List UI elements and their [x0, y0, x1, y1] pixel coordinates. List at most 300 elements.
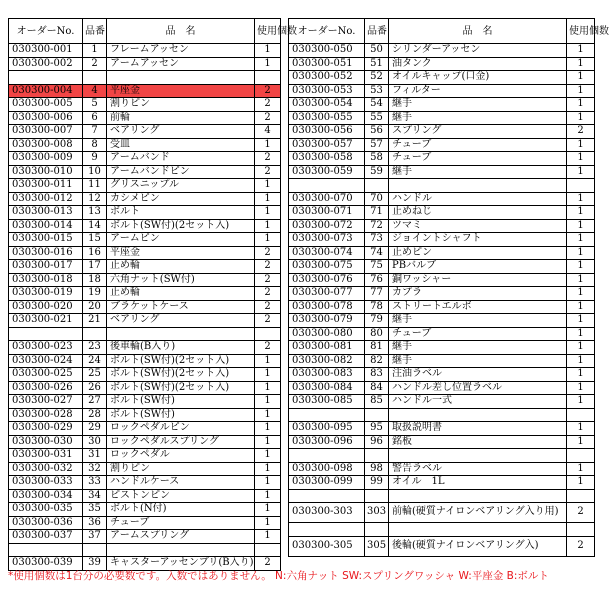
quantity-cell: 1 — [567, 138, 595, 152]
quantity-cell: 2 — [567, 503, 595, 523]
table-row-blank — [289, 523, 595, 537]
part-no-cell: 4 — [83, 84, 107, 98]
order-no-cell: 030300-010 — [9, 165, 83, 179]
table-row — [9, 462, 281, 476]
table-row — [9, 233, 281, 247]
part-no-cell: 9 — [83, 152, 107, 166]
table-row — [289, 314, 595, 328]
table-row-blank — [289, 179, 595, 193]
table-row — [9, 273, 281, 287]
part-name-cell: 止めねじ — [389, 206, 567, 220]
table-row-blank — [289, 408, 595, 422]
part-no-cell: 21 — [83, 314, 107, 328]
table-row — [9, 246, 281, 260]
part-name-cell: オイルキャップ(口金) — [389, 71, 567, 85]
order-no-cell — [9, 327, 83, 341]
quantity-cell: 1 — [255, 489, 281, 503]
part-name-cell: ロックペダル — [107, 449, 255, 463]
order-no-cell: 030300-077 — [289, 287, 365, 301]
part-name-cell: ハンドル一式 — [389, 395, 567, 409]
quantity-cell: 1 — [567, 246, 595, 260]
order-no-cell: 030300-012 — [9, 192, 83, 206]
order-no-cell: 030300-096 — [289, 435, 365, 449]
quantity-cell: 1 — [255, 503, 281, 517]
quantity-cell: 1 — [567, 260, 595, 274]
part-no-cell: 72 — [365, 219, 389, 233]
part-name-cell: 継手 — [389, 341, 567, 355]
quantity-cell: 1 — [255, 435, 281, 449]
part-name-cell: アームバンド — [107, 152, 255, 166]
part-name-cell: 油タンク — [389, 57, 567, 71]
part-name-cell: 受皿 — [107, 138, 255, 152]
order-no-cell: 030300-006 — [9, 111, 83, 125]
part-name-cell: ボルト(SW付) — [107, 408, 255, 422]
part-name-cell: シリンダーアッセン — [389, 44, 567, 58]
table-row — [289, 381, 595, 395]
table-row — [289, 395, 595, 409]
part-no-cell: 23 — [83, 341, 107, 355]
part-no-cell: 26 — [83, 381, 107, 395]
table-row — [289, 192, 595, 206]
quantity-cell: 2 — [255, 557, 281, 571]
table-row — [289, 84, 595, 98]
part-name-cell: 継手 — [389, 314, 567, 328]
part-name-cell: PBバルブ — [389, 260, 567, 274]
part-no-cell: 78 — [365, 300, 389, 314]
part-no-cell: 58 — [365, 152, 389, 166]
part-name-cell: ストリートエルボ — [389, 300, 567, 314]
table-row-blank — [289, 489, 595, 503]
part-no-cell: 71 — [365, 206, 389, 220]
part-no-cell: 18 — [83, 273, 107, 287]
table-row — [289, 368, 595, 382]
table-row — [9, 84, 281, 98]
table-row — [9, 192, 281, 206]
part-no-cell — [83, 543, 107, 557]
table-row-blank — [9, 543, 281, 557]
table-row — [289, 125, 595, 139]
quantity-cell: 1 — [567, 44, 595, 58]
table-row — [9, 314, 281, 328]
quantity-cell: 2 — [255, 111, 281, 125]
order-no-cell: 030300-098 — [289, 462, 365, 476]
order-no-cell: 030300-051 — [289, 57, 365, 71]
order-no-cell: 030300-015 — [9, 233, 83, 247]
order-no-cell: 030300-080 — [289, 327, 365, 341]
order-no-cell: 030300-053 — [289, 84, 365, 98]
quantity-cell: 4 — [255, 125, 281, 139]
part-no-cell: 59 — [365, 165, 389, 179]
quantity-cell — [255, 327, 281, 341]
part-name-cell: ベアリング — [107, 125, 255, 139]
order-no-cell: 030300-002 — [9, 57, 83, 71]
order-no-cell: 030300-009 — [9, 152, 83, 166]
table-row — [9, 179, 281, 193]
part-name-cell: ボルト(SW付) — [107, 395, 255, 409]
quantity-cell: 1 — [567, 327, 595, 341]
part-name-cell: ブラケットケース — [107, 300, 255, 314]
order-no-cell: 030300-030 — [9, 435, 83, 449]
table-row — [9, 206, 281, 220]
order-no-cell: 030300-014 — [9, 219, 83, 233]
quantity-cell: 2 — [567, 125, 595, 139]
quantity-cell — [567, 489, 595, 503]
table-row — [9, 516, 281, 530]
part-no-cell — [83, 327, 107, 341]
order-no-cell: 030300-034 — [9, 489, 83, 503]
order-no-cell: 030300-079 — [289, 314, 365, 328]
part-name-cell: 後車輪(B入り) — [107, 341, 255, 355]
part-no-cell: 85 — [365, 395, 389, 409]
order-no-cell: 030300-008 — [9, 138, 83, 152]
quantity-cell: 1 — [567, 152, 595, 166]
part-name-cell: 継手 — [389, 165, 567, 179]
part-no-cell — [365, 489, 389, 503]
part-name-cell: ロックペダルピン — [107, 422, 255, 436]
table-row — [289, 152, 595, 166]
parts-table-left-body — [9, 44, 281, 571]
table-row — [9, 165, 281, 179]
header-part-no: 品番 — [365, 19, 389, 44]
part-no-cell: 19 — [83, 287, 107, 301]
quantity-cell: 1 — [255, 206, 281, 220]
part-no-cell: 39 — [83, 557, 107, 571]
part-no-cell: 74 — [365, 246, 389, 260]
quantity-cell: 2 — [255, 98, 281, 112]
order-no-cell: 030300-039 — [9, 557, 83, 571]
header-part-name: 品 名 — [107, 19, 255, 44]
part-name-cell: ピストンピン — [107, 489, 255, 503]
part-no-cell: 33 — [83, 476, 107, 490]
part-no-cell: 81 — [365, 341, 389, 355]
quantity-cell: 2 — [255, 84, 281, 98]
parts-table-right-body — [289, 44, 595, 557]
quantity-cell: 1 — [567, 57, 595, 71]
part-name-cell: アームスプリング — [107, 530, 255, 544]
order-no-cell: 030300-028 — [9, 408, 83, 422]
table-row-blank — [9, 327, 281, 341]
order-no-cell: 030300-055 — [289, 111, 365, 125]
part-name-cell: 銘板 — [389, 435, 567, 449]
table-row — [289, 536, 595, 556]
quantity-cell: 2 — [255, 165, 281, 179]
part-no-cell: 28 — [83, 408, 107, 422]
table-header-row — [289, 19, 595, 44]
table-row — [9, 44, 281, 58]
part-name-cell: 前輪(硬質ナイロンベアリング入り用) — [389, 503, 567, 523]
quantity-cell: 1 — [567, 422, 595, 436]
order-no-cell — [289, 489, 365, 503]
part-no-cell: 15 — [83, 233, 107, 247]
part-no-cell: 35 — [83, 503, 107, 517]
quantity-cell: 1 — [567, 273, 595, 287]
order-no-cell: 030300-025 — [9, 368, 83, 382]
order-no-cell: 030300-026 — [9, 381, 83, 395]
order-no-cell: 030300-037 — [9, 530, 83, 544]
quantity-cell: 1 — [567, 71, 595, 85]
order-no-cell: 030300-005 — [9, 98, 83, 112]
part-name-cell: 継手 — [389, 111, 567, 125]
order-no-cell: 030300-050 — [289, 44, 365, 58]
table-row — [9, 111, 281, 125]
quantity-cell: 1 — [255, 476, 281, 490]
table-row — [289, 354, 595, 368]
table-row — [9, 489, 281, 503]
order-no-cell — [289, 523, 365, 537]
part-no-cell: 99 — [365, 476, 389, 490]
quantity-cell: 1 — [567, 314, 595, 328]
part-name-cell: ロックペダルスプリング — [107, 435, 255, 449]
order-no-cell: 030300-023 — [9, 341, 83, 355]
table-row — [9, 219, 281, 233]
part-name-cell: 前輪 — [107, 111, 255, 125]
order-no-cell: 030300-085 — [289, 395, 365, 409]
part-no-cell: 52 — [365, 71, 389, 85]
quantity-cell: 1 — [255, 395, 281, 409]
table-row — [289, 57, 595, 71]
table-row — [9, 395, 281, 409]
order-no-cell: 030300-054 — [289, 98, 365, 112]
part-no-cell — [365, 408, 389, 422]
usage-footnote: *使用個数は1台分の必要数です。入数ではありません。 N:六角ナット SW:スプリングワッシャ W:平座金 B:ボルト — [8, 570, 549, 582]
table-row — [9, 408, 281, 422]
quantity-cell: 1 — [255, 422, 281, 436]
quantity-cell: 1 — [567, 381, 595, 395]
part-no-cell: 29 — [83, 422, 107, 436]
table-row — [9, 98, 281, 112]
order-no-cell: 030300-033 — [9, 476, 83, 490]
part-name-cell: 平座金 — [107, 84, 255, 98]
part-no-cell: 10 — [83, 165, 107, 179]
part-no-cell: 56 — [365, 125, 389, 139]
order-no-cell: 030300-081 — [289, 341, 365, 355]
table-row — [9, 300, 281, 314]
part-no-cell: 34 — [83, 489, 107, 503]
order-no-cell: 030300-029 — [9, 422, 83, 436]
quantity-cell: 1 — [255, 408, 281, 422]
order-no-cell: 030300-016 — [9, 246, 83, 260]
part-name-cell: 六角ナット(SW付) — [107, 273, 255, 287]
part-no-cell: 51 — [365, 57, 389, 71]
table-row — [289, 98, 595, 112]
order-no-cell: 030300-099 — [289, 476, 365, 490]
quantity-cell: 1 — [255, 449, 281, 463]
header-part-no: 品番 — [83, 19, 107, 44]
part-no-cell — [365, 179, 389, 193]
order-no-cell: 030300-017 — [9, 260, 83, 274]
order-no-cell: 030300-058 — [289, 152, 365, 166]
quantity-cell: 1 — [567, 233, 595, 247]
quantity-cell: 1 — [255, 138, 281, 152]
quantity-cell: 1 — [567, 192, 595, 206]
table-row — [289, 476, 595, 490]
quantity-cell: 1 — [567, 165, 595, 179]
part-name-cell: カプラ — [389, 287, 567, 301]
part-name-cell: ハンドル差し位置ラベル — [389, 381, 567, 395]
quantity-cell: 1 — [567, 462, 595, 476]
order-no-cell: 030300-013 — [9, 206, 83, 220]
part-no-cell: 80 — [365, 327, 389, 341]
part-name-cell — [107, 543, 255, 557]
table-header-row — [9, 19, 281, 44]
part-no-cell: 32 — [83, 462, 107, 476]
order-no-cell: 030300-074 — [289, 246, 365, 260]
order-no-cell: 030300-035 — [9, 503, 83, 517]
part-name-cell: 取扱説明書 — [389, 422, 567, 436]
table-row — [9, 503, 281, 517]
part-no-cell: 16 — [83, 246, 107, 260]
quantity-cell: 1 — [255, 381, 281, 395]
order-no-cell: 030300-078 — [289, 300, 365, 314]
table-row — [289, 246, 595, 260]
part-no-cell: 76 — [365, 273, 389, 287]
part-no-cell: 17 — [83, 260, 107, 274]
table-row — [289, 300, 595, 314]
parts-table-left — [8, 18, 297, 571]
table-row — [289, 462, 595, 476]
part-name-cell: 継手 — [389, 98, 567, 112]
part-name-cell: 銅ワッシャー — [389, 273, 567, 287]
part-no-cell: 77 — [365, 287, 389, 301]
order-no-cell: 030300-057 — [289, 138, 365, 152]
part-no-cell — [365, 449, 389, 463]
part-name-cell: アームピン — [107, 233, 255, 247]
order-no-cell: 030300-305 — [289, 536, 365, 556]
quantity-cell — [255, 543, 281, 557]
part-name-cell: ベアリング — [107, 314, 255, 328]
order-no-cell: 030300-004 — [9, 84, 83, 98]
quantity-cell — [567, 179, 595, 193]
quantity-cell: 1 — [567, 300, 595, 314]
quantity-cell: 1 — [255, 192, 281, 206]
part-no-cell: 2 — [83, 57, 107, 71]
order-no-cell: 030300-032 — [9, 462, 83, 476]
quantity-cell: 2 — [255, 341, 281, 355]
part-no-cell: 36 — [83, 516, 107, 530]
part-name-cell: ツマミ — [389, 219, 567, 233]
quantity-cell: 1 — [255, 57, 281, 71]
quantity-cell: 2 — [255, 260, 281, 274]
quantity-cell: 2 — [255, 300, 281, 314]
part-no-cell: 14 — [83, 219, 107, 233]
table-row — [9, 152, 281, 166]
part-no-cell: 82 — [365, 354, 389, 368]
order-no-cell — [289, 408, 365, 422]
part-no-cell: 70 — [365, 192, 389, 206]
part-no-cell: 37 — [83, 530, 107, 544]
table-row — [9, 381, 281, 395]
table-row — [289, 44, 595, 58]
header-quantity: 使用個数 — [567, 19, 595, 44]
order-no-cell: 030300-019 — [9, 287, 83, 301]
part-name-cell: 止め輪 — [107, 287, 255, 301]
quantity-cell — [567, 523, 595, 537]
part-no-cell: 31 — [83, 449, 107, 463]
order-no-cell: 030300-036 — [9, 516, 83, 530]
part-no-cell: 303 — [365, 503, 389, 523]
table-row — [289, 165, 595, 179]
part-no-cell — [365, 523, 389, 537]
part-name-cell — [389, 179, 567, 193]
order-no-cell: 030300-024 — [9, 354, 83, 368]
part-name-cell: ボルト(SW付)(2セット入) — [107, 354, 255, 368]
part-name-cell: フィルター — [389, 84, 567, 98]
quantity-cell: 1 — [255, 462, 281, 476]
quantity-cell: 1 — [255, 530, 281, 544]
part-name-cell: チューブ — [389, 152, 567, 166]
quantity-cell: 1 — [567, 84, 595, 98]
order-no-cell: 030300-056 — [289, 125, 365, 139]
quantity-cell: 2 — [255, 152, 281, 166]
table-row — [9, 368, 281, 382]
part-name-cell: キャスターアッセンブリ(B入り) — [107, 557, 255, 571]
table-row — [9, 422, 281, 436]
part-no-cell: 6 — [83, 111, 107, 125]
header-part-name: 品 名 — [389, 19, 567, 44]
table-row — [9, 125, 281, 139]
quantity-cell: 1 — [567, 395, 595, 409]
table-row — [9, 354, 281, 368]
quantity-cell: 1 — [255, 516, 281, 530]
part-no-cell: 98 — [365, 462, 389, 476]
order-no-cell: 030300-083 — [289, 368, 365, 382]
part-no-cell: 1 — [83, 44, 107, 58]
order-no-cell: 030300-084 — [289, 381, 365, 395]
part-no-cell: 305 — [365, 536, 389, 556]
part-name-cell: チューブ — [107, 516, 255, 530]
order-no-cell: 030300-073 — [289, 233, 365, 247]
part-no-cell: 57 — [365, 138, 389, 152]
quantity-cell: 1 — [567, 476, 595, 490]
part-name-cell: 注油ラベル — [389, 368, 567, 382]
part-no-cell: 55 — [365, 111, 389, 125]
order-no-cell — [9, 543, 83, 557]
part-no-cell: 13 — [83, 206, 107, 220]
order-no-cell: 030300-021 — [9, 314, 83, 328]
table-row — [289, 71, 595, 85]
table-row — [9, 57, 281, 71]
part-no-cell: 30 — [83, 435, 107, 449]
part-no-cell: 96 — [365, 435, 389, 449]
quantity-cell — [255, 71, 281, 85]
table-row — [289, 206, 595, 220]
part-name-cell: オイル 1L — [389, 476, 567, 490]
part-name-cell: アームバンドピン — [107, 165, 255, 179]
quantity-cell: 1 — [255, 44, 281, 58]
part-no-cell: 20 — [83, 300, 107, 314]
quantity-cell: 1 — [255, 233, 281, 247]
order-no-cell: 030300-031 — [9, 449, 83, 463]
part-name-cell: アームアッセン — [107, 57, 255, 71]
order-no-cell: 030300-095 — [289, 422, 365, 436]
order-no-cell: 030300-303 — [289, 503, 365, 523]
quantity-cell: 1 — [567, 368, 595, 382]
part-name-cell: チューブ — [389, 138, 567, 152]
part-name-cell: 警告ラベル — [389, 462, 567, 476]
order-no-cell — [289, 449, 365, 463]
order-no-cell: 030300-052 — [289, 71, 365, 85]
quantity-cell: 1 — [567, 98, 595, 112]
order-no-cell — [9, 71, 83, 85]
table-row — [289, 111, 595, 125]
quantity-cell: 1 — [567, 341, 595, 355]
part-name-cell — [389, 449, 567, 463]
part-name-cell: 継手 — [389, 354, 567, 368]
table-row — [9, 530, 281, 544]
part-name-cell: ボルト(SW付)(2セット入) — [107, 219, 255, 233]
quantity-cell: 1 — [567, 206, 595, 220]
order-no-cell: 030300-082 — [289, 354, 365, 368]
